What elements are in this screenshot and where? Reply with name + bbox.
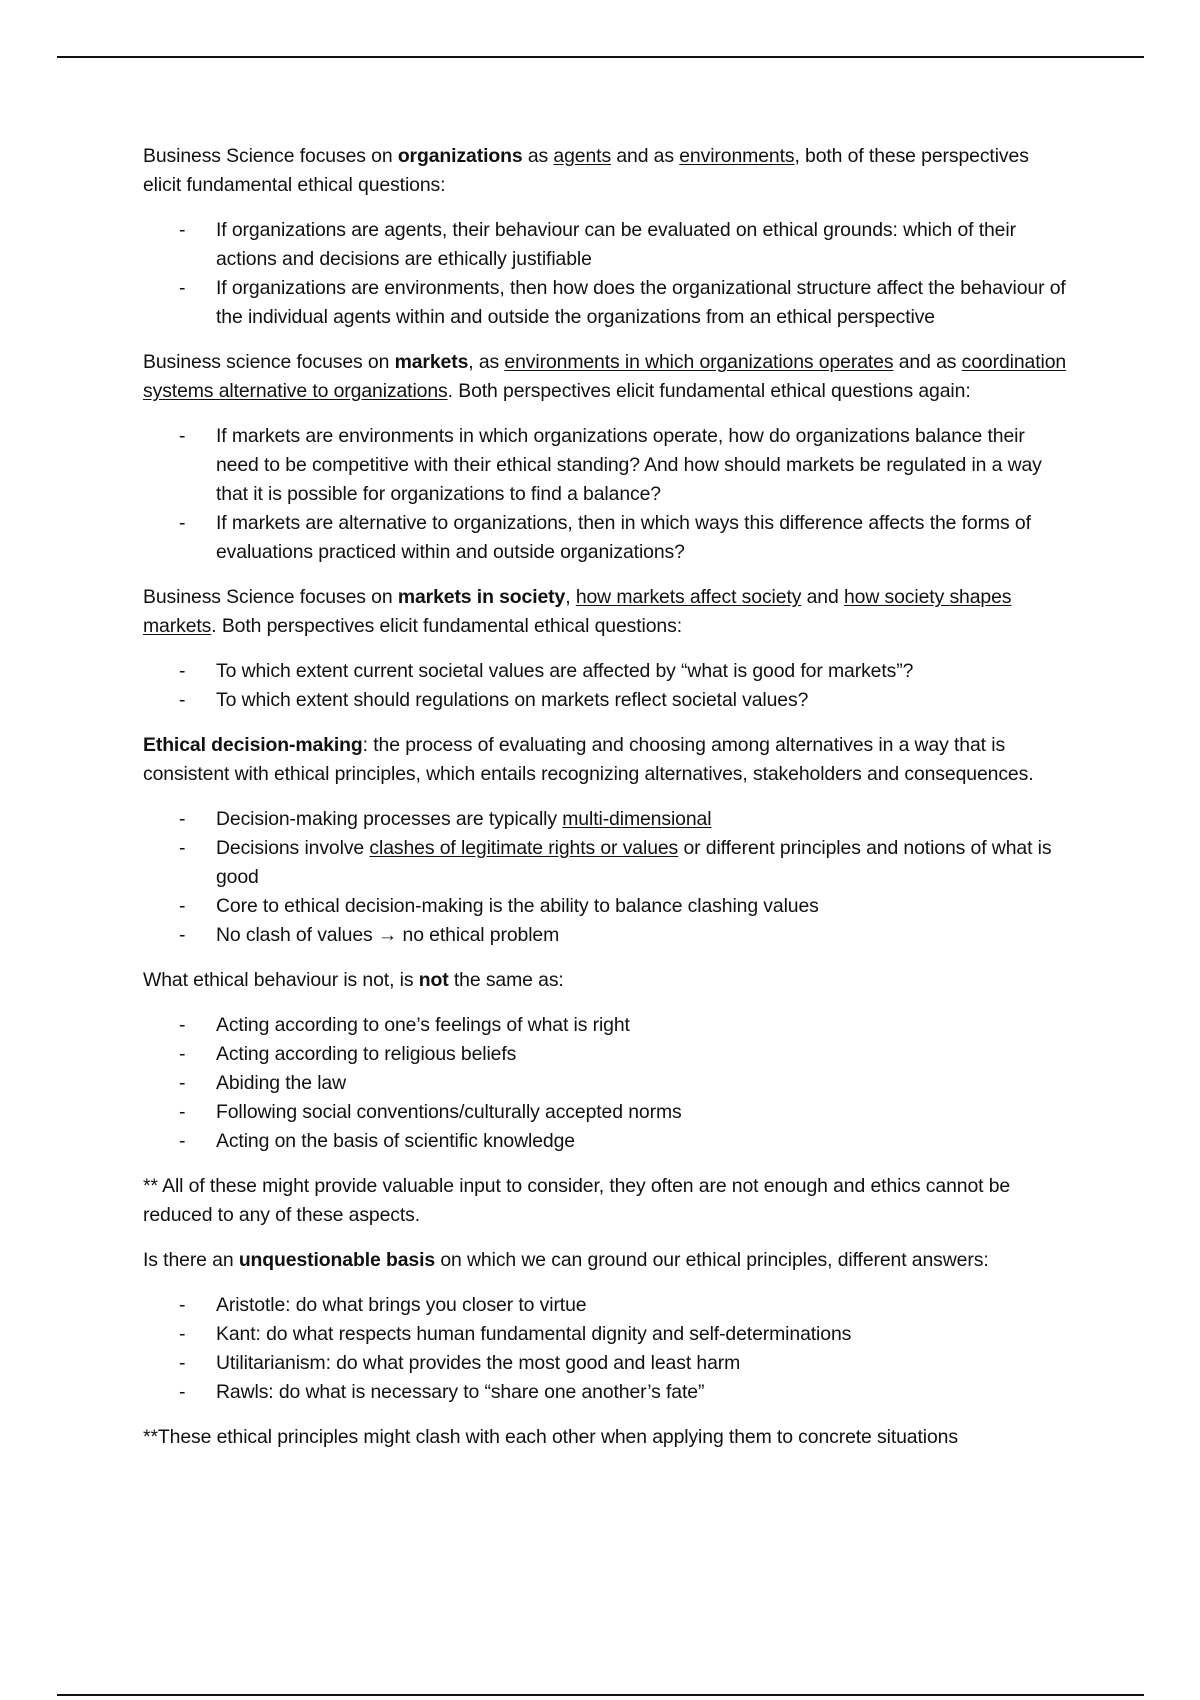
bullet-dash: - — [179, 895, 186, 917]
bold-term: unquestionable basis — [238, 1249, 436, 1271]
bullet-dash: - — [179, 219, 186, 241]
list-item-text: To which extent current societal values are affected by “what is good for markets”? — [216, 660, 914, 682]
bullet-dash: - — [179, 1352, 186, 1374]
list-item-text: If organizations are environments, then how does the organizational structure affect the behaviour of the individual agents within and outside the organizations from an ethical perspective — [216, 277, 1066, 328]
list-item-text: Core to ethical decision-making is the ability to balance clashing values — [216, 895, 819, 917]
list-item — [143, 686, 1068, 715]
list-item-text: Kant: do what respects human fundamental dignity and self-determinations — [216, 1323, 852, 1345]
list-item — [143, 834, 1068, 892]
text: and as — [893, 351, 962, 373]
bullet-dash: - — [179, 660, 186, 682]
bold-term: Ethical decision-making — [143, 734, 363, 756]
bullet-dash: - — [179, 837, 186, 859]
underlined-term: how markets affect society — [575, 586, 802, 608]
list-item-text: If organizations are agents, their behaviour can be evaluated on ethical grounds: which of their actions and decisions are ethically justifiable — [216, 219, 1016, 270]
header-rule — [57, 56, 1144, 58]
bold-term: markets — [394, 351, 469, 373]
list-item — [143, 1127, 1068, 1156]
bullet-dash: - — [179, 1043, 186, 1065]
bold-term: organizations — [397, 145, 523, 167]
paragraph-note-inputs: ** All of these might provide valuable input to consider, they often are not enough and ethics cannot be reduced to any of these aspects. — [143, 1175, 1011, 1226]
text: the same as: — [448, 969, 564, 991]
text: Decisions involve — [216, 837, 370, 859]
underlined-term: environments in which organizations operates — [504, 351, 894, 373]
list-item-text: Acting on the basis of scientific knowledge — [216, 1130, 575, 1152]
paragraph-organizations — [143, 142, 1068, 200]
bullet-dash: - — [179, 1014, 186, 1036]
text: as — [522, 145, 554, 167]
list-item — [143, 422, 1068, 509]
list-item — [143, 1378, 1068, 1407]
text: and as — [611, 145, 680, 167]
bold-term: not — [418, 969, 449, 991]
bullet-dash: - — [179, 277, 186, 299]
list-item — [143, 216, 1068, 274]
list-item-text: Following social conventions/culturally accepted norms — [216, 1101, 682, 1123]
underlined-term: coordination systems alternative to organizations — [143, 351, 1067, 402]
list-not-ethical — [143, 1011, 1068, 1156]
list-ethical-theories — [143, 1291, 1068, 1407]
bullet-dash: - — [179, 1381, 186, 1403]
list-item — [143, 1291, 1068, 1320]
text: on which we can ground our ethical principles, different answers: — [435, 1249, 989, 1271]
underlined-term: clashes of legitimate rights or values — [369, 837, 679, 859]
list-markets — [143, 422, 1068, 567]
list-item — [143, 1349, 1068, 1378]
text: , — [565, 586, 576, 608]
bullet-dash: - — [179, 512, 186, 534]
bullet-dash: - — [179, 689, 186, 711]
list-item — [143, 1320, 1068, 1349]
bullet-dash: - — [179, 1323, 186, 1345]
paragraph-markets — [143, 348, 1068, 406]
text: : the process of evaluating and choosing among alternatives in a way that is consistent with ethical principles, which entails recognizing alternatives, stakeholders and consequences. — [143, 734, 1034, 785]
list-item-text: Acting according to religious beliefs — [216, 1043, 517, 1065]
text: Business Science focuses on — [143, 145, 398, 167]
list-item-text: Utilitarianism: do what provides the most good and least harm — [216, 1352, 741, 1374]
list-item — [143, 509, 1068, 567]
bullet-dash: - — [179, 425, 186, 447]
text: Business Science focuses on — [143, 586, 398, 608]
paragraph-note-clash: **These ethical principles might clash with each other when applying them to concrete situations — [143, 1426, 958, 1448]
paragraph-not-ethical — [143, 966, 1068, 995]
text: , as — [468, 351, 505, 373]
footer-rule — [57, 1694, 1144, 1696]
paragraph-unquestionable-basis — [143, 1246, 1068, 1275]
text: or different principles and notions of what is good — [216, 837, 1052, 888]
list-item — [143, 1098, 1068, 1127]
list-item-text: If markets are alternative to organizations, then in which ways this difference affects the forms of evaluations practiced within and outside organizations? — [216, 512, 1031, 563]
list-item-text: No clash of values → no ethical problem — [216, 924, 560, 946]
list-item-text: If markets are environments in which organizations operate, how do organizations balance their need to be competitive with their ethical standing? And how should markets be regulated in a way that it is possible for organizations to find a balance? — [216, 425, 1042, 505]
list-item — [143, 274, 1068, 332]
underlined-term: agents — [553, 145, 612, 167]
underlined-term: environments — [679, 145, 795, 167]
text: , both of these perspectives elicit fundamental ethical questions: — [143, 145, 1029, 196]
list-decision-making — [143, 805, 1068, 950]
underlined-term: how society shapes markets — [143, 586, 1012, 637]
text: Is there an — [143, 1249, 239, 1271]
underlined-term: multi-dimensional — [562, 808, 712, 830]
list-item — [143, 1069, 1068, 1098]
bold-term: markets in society — [397, 586, 566, 608]
paragraph-ethical-decision-making — [143, 731, 1068, 789]
paragraph-markets-in-society — [143, 583, 1068, 641]
list-item — [143, 657, 1068, 686]
list-item-text: Acting according to one’s feelings of what is right — [216, 1014, 630, 1036]
list-item — [143, 1040, 1068, 1069]
list-item — [143, 921, 1068, 950]
bullet-dash: - — [179, 1072, 186, 1094]
text: What ethical behaviour is not, is — [143, 969, 419, 991]
list-organizations — [143, 216, 1068, 332]
text: Decision-making processes are typically — [216, 808, 563, 830]
text: . Both perspectives elicit fundamental ethical questions again: — [447, 380, 971, 402]
bullet-dash: - — [179, 1130, 186, 1152]
bullet-dash: - — [179, 1294, 186, 1316]
bullet-dash: - — [179, 924, 186, 946]
text: . Both perspectives elicit fundamental ethical questions: — [211, 615, 682, 637]
text: and — [801, 586, 844, 608]
bullet-dash: - — [179, 808, 186, 830]
document-body — [143, 142, 1068, 1468]
list-item-text: Abiding the law — [216, 1072, 347, 1094]
list-item-text: Aristotle: do what brings you closer to virtue — [216, 1294, 587, 1316]
bullet-dash: - — [179, 1101, 186, 1123]
list-markets-in-society — [143, 657, 1068, 715]
text: Business science focuses on — [143, 351, 395, 373]
list-item — [143, 805, 1068, 834]
list-item-text: Rawls: do what is necessary to “share one another’s fate” — [216, 1381, 705, 1403]
list-item-text: To which extent should regulations on markets reflect societal values? — [216, 689, 809, 711]
list-item — [143, 892, 1068, 921]
list-item — [143, 1011, 1068, 1040]
